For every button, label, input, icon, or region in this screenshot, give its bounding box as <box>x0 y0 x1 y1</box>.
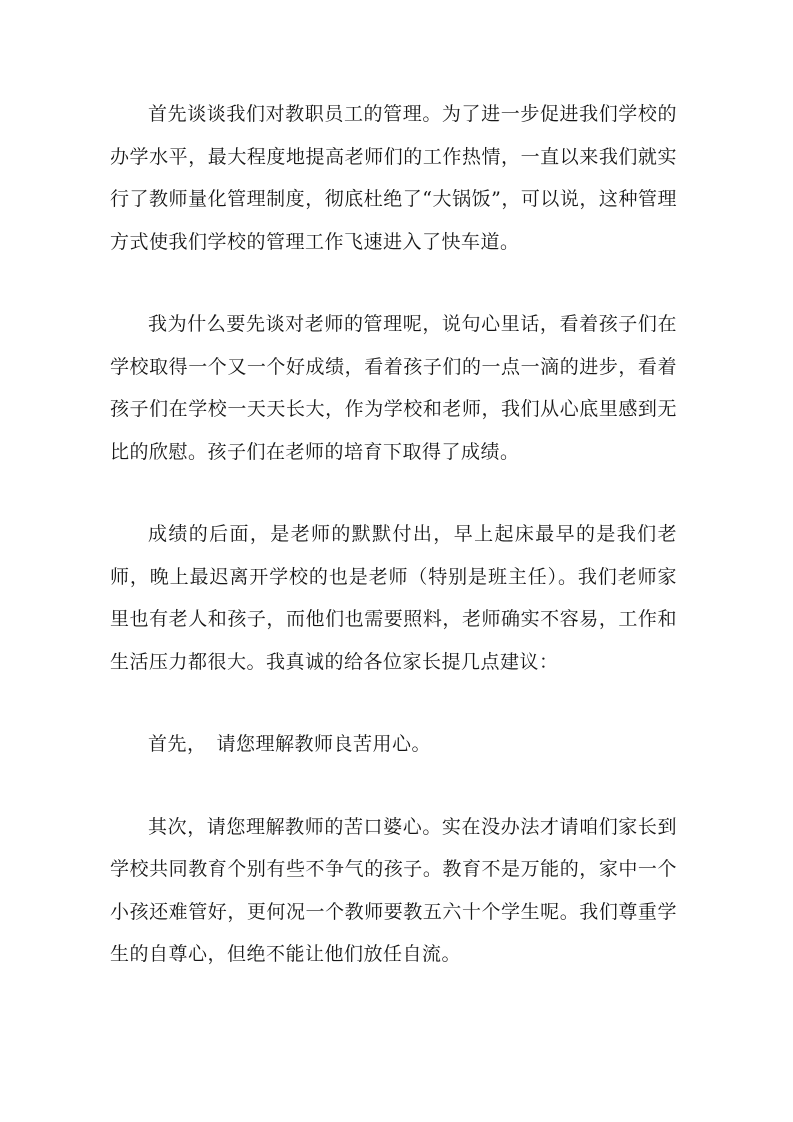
paragraph-teacher-management: 首先谈谈我们对教职员工的管理。为了进一步促进我们学校的办学水平，最大程度地提高老师们的工作热情，一直以来我们就实行了教师量化管理制度，彻底杜绝了“大锅饭”，可以说，这种管理方式使我们学校的管理工作飞速进入了快车道。 <box>110 103 677 253</box>
paragraph-why-talk-teachers: 我为什么要先谈对老师的管理呢，说句心里话，看着孩子们在学校取得一个又一个好成绩，看着孩子们的一点一滴的进步，看着孩子们在学校一天天长大，作为学校和老师，我们从心底里感到无比的欣慰。孩子们在老师的培育下取得了成绩。 <box>110 313 677 463</box>
paragraph-behind-achievements: 成绩的后面，是老师的默默付出，早上起床最早的是我们老师，晚上最迟离开学校的也是老师（特别是班主任）。我们老师家里也有老人和孩子，而他们也需要照料，老师确实不容易，工作和生活压力都很大。我真诚的给各位家长提几点建议： <box>110 523 677 673</box>
paragraph-suggestion-first: 首先， 请您理解教师良苦用心。 <box>148 733 432 755</box>
paragraph-suggestion-second: 其次，请您理解教师的苦口婆心。实在没办法才请咱们家长到学校共同教育个别有些不争气的孩子。教育不是万能的，家中一个小孩还难管好，更何况一个教师要教五六十个学生呢。我们尊重学生的自尊心，但绝不能让他们放任自流。 <box>110 815 677 965</box>
